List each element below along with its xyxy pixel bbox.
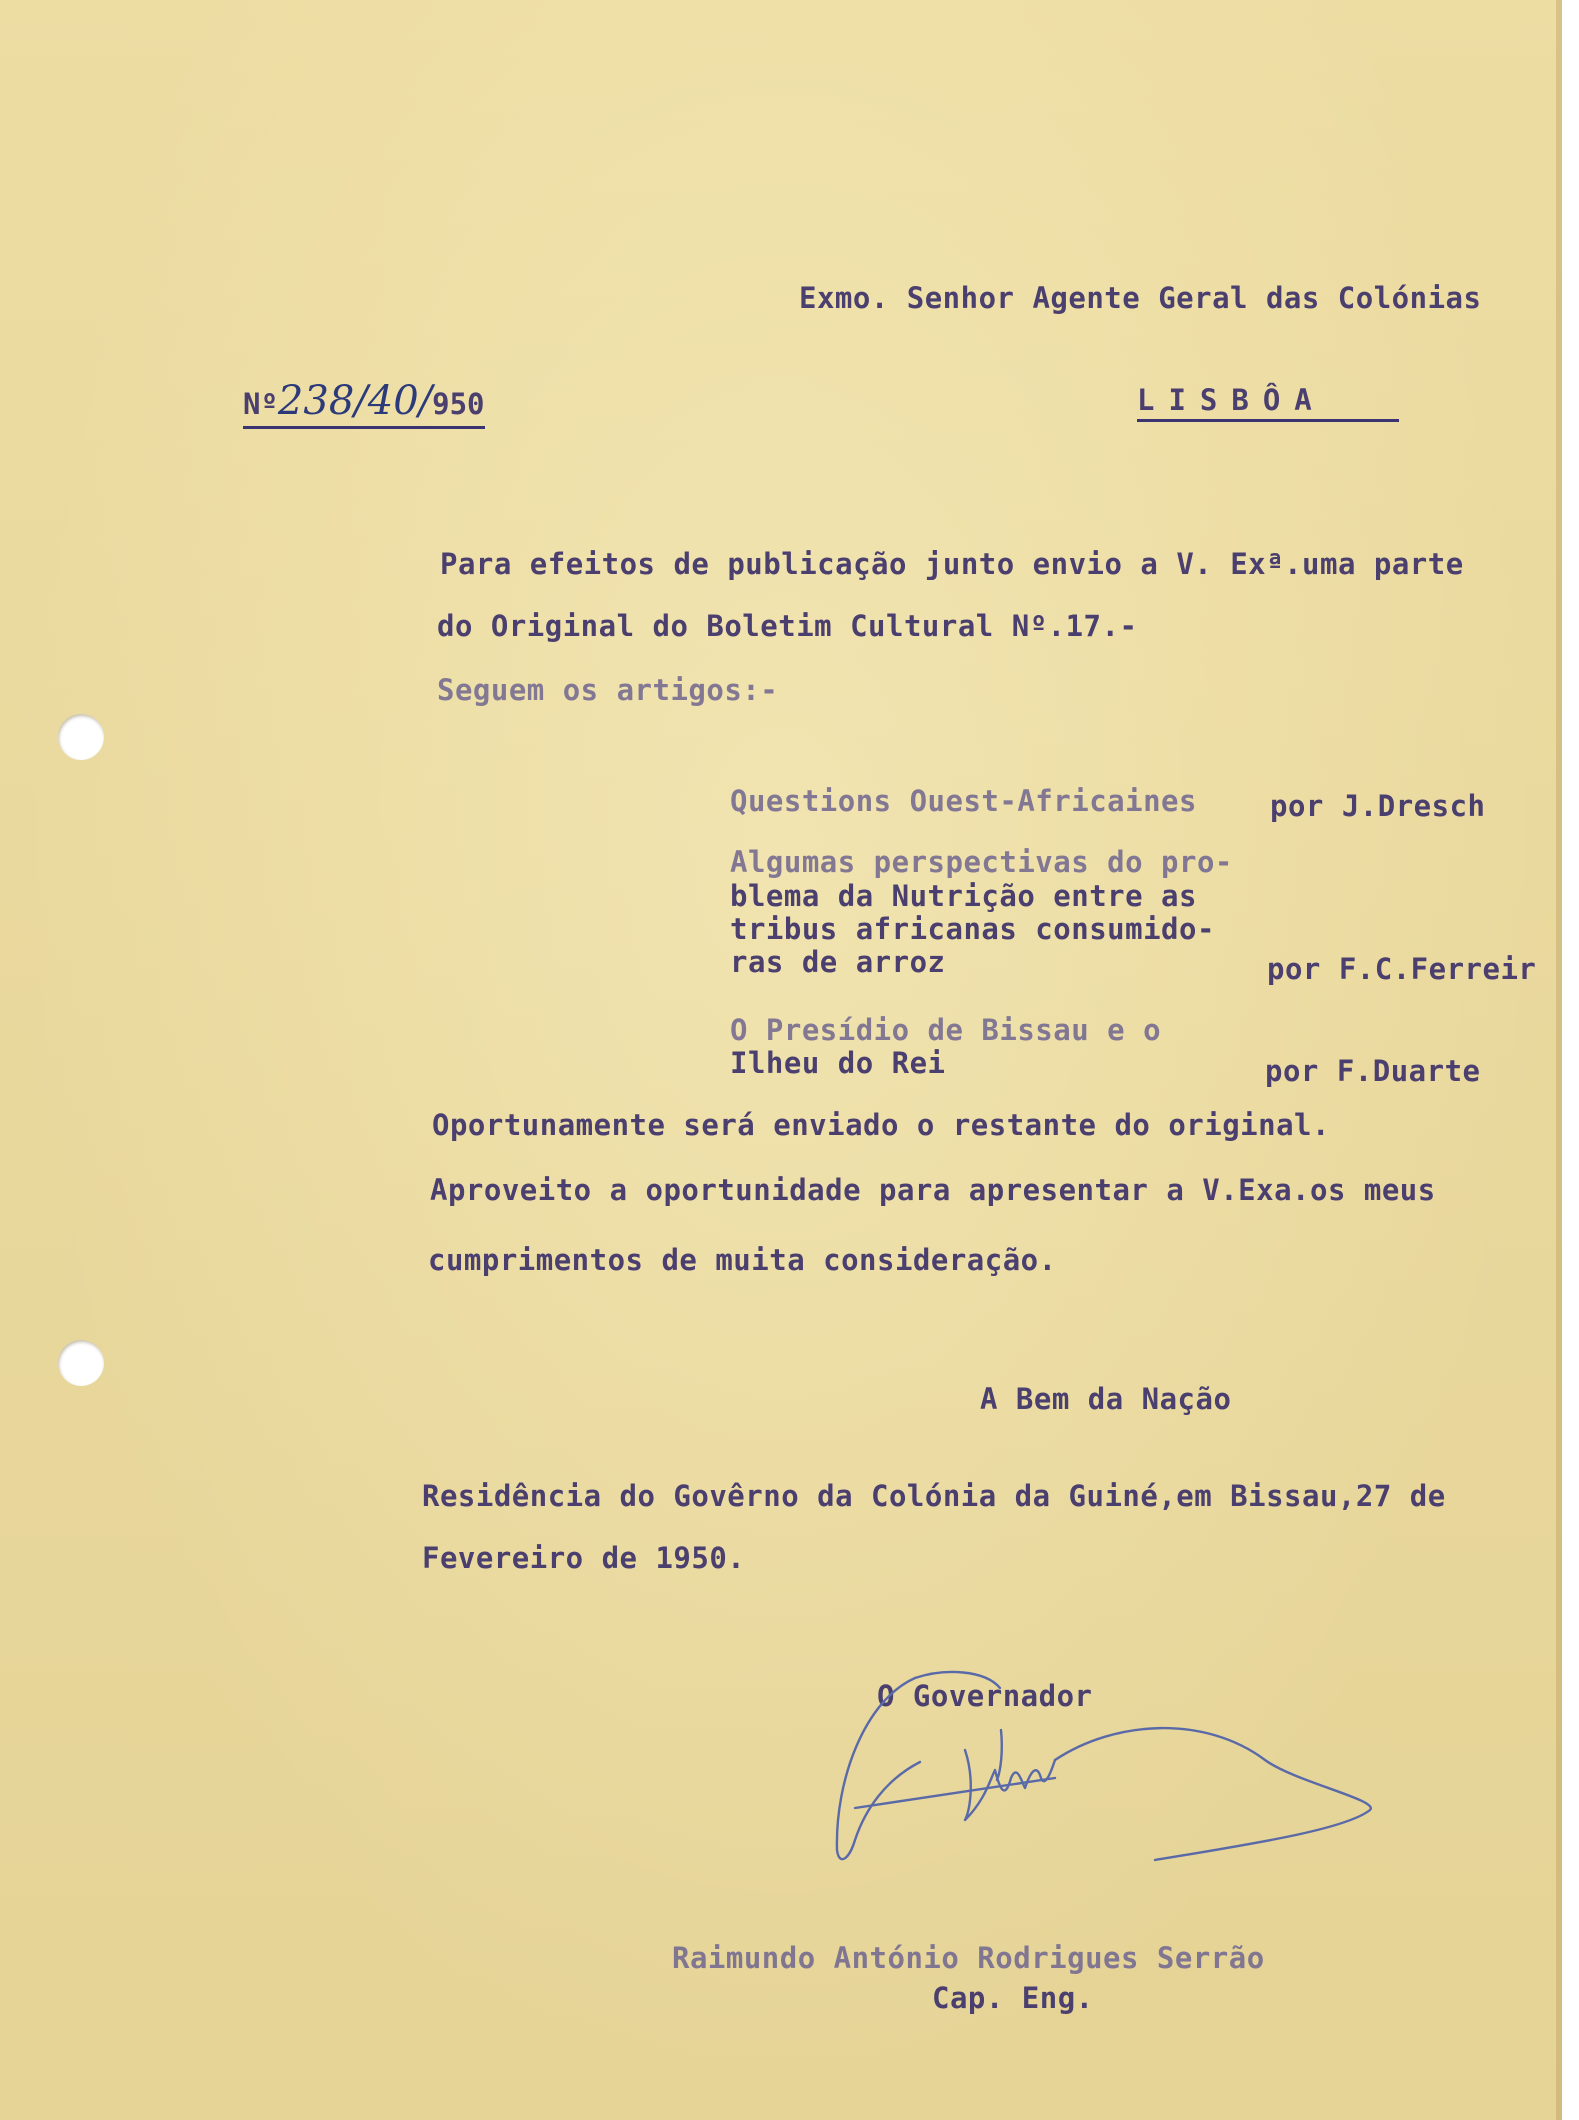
- article-3-author: por F.Duarte: [1265, 1054, 1481, 1088]
- body-line-2: do Original do Boletim Cultural Nº.17.-: [437, 609, 1138, 643]
- closing-line-1: Oportunamente será enviado o restante do original.: [432, 1108, 1330, 1142]
- article-1-author: por J.Dresch: [1270, 789, 1486, 823]
- city: LISBÔA: [1137, 383, 1399, 422]
- punch-hole-bottom: [58, 1340, 104, 1386]
- article-2-title-line-3: tribus africanas consumido-: [730, 912, 1215, 946]
- closing-line-2: Aproveito a oportunidade para apresentar a V.Exa.os meus: [430, 1173, 1436, 1207]
- punch-hole-top: [58, 714, 104, 760]
- article-3-title-line-2: Ilheu do Rei: [730, 1046, 946, 1080]
- signatory-title: O Governador: [877, 1679, 1093, 1713]
- article-2-title-line-2: blema da Nutrição entre as: [730, 879, 1197, 913]
- addressee: Exmo. Senhor Agente Geral das Colónias: [799, 281, 1482, 315]
- motto: A Bem da Nação: [980, 1382, 1232, 1416]
- article-2-title-line-1: Algumas perspectivas do pro-: [730, 845, 1233, 879]
- reference-prefix: Nº: [243, 387, 278, 421]
- reference-year: 950: [432, 387, 485, 421]
- article-2-title-line-4: ras de arroz: [730, 945, 946, 979]
- handwritten-signature: [825, 1660, 1385, 1880]
- body-line-3: Seguem os artigos:-: [437, 673, 779, 707]
- article-2-author: por F.C.Ferreir: [1267, 952, 1537, 986]
- reference-handwritten: 238/40/: [277, 378, 433, 424]
- reference-number: [243, 378, 485, 429]
- place-date-line-2: Fevereiro de 1950.: [422, 1541, 746, 1575]
- closing-line-3: cumprimentos de muita consideração.: [428, 1243, 1057, 1277]
- body-line-1: Para efeitos de publicação junto envio a V. Exª.uma parte: [440, 547, 1464, 581]
- place-date-line-1: Residência do Govêrno da Colónia da Guiné,em Bissau,27 de: [422, 1479, 1446, 1513]
- signatory-name: Raimundo António Rodrigues Serrão: [672, 1941, 1265, 1975]
- article-3-title-line-1: O Presídio de Bissau e o: [730, 1013, 1162, 1047]
- signatory-rank: Cap. Eng.: [932, 1981, 1094, 2015]
- article-1-title: Questions Ouest-Africaines: [730, 784, 1197, 818]
